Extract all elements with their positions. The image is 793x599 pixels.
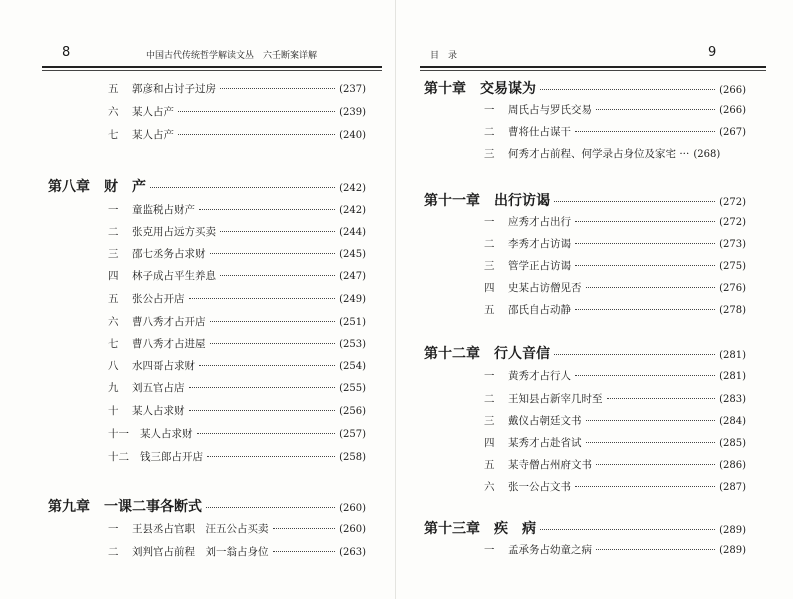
entry-title: 某秀才占赴省试: [508, 437, 582, 449]
entry-number: 一: [108, 523, 119, 535]
dot-leader: [273, 528, 336, 529]
entry-title: 邵七丞务占求财: [132, 248, 206, 260]
entry-number: 十一: [108, 428, 129, 440]
entry-number: 三: [484, 260, 495, 272]
page-ref: (263): [339, 547, 366, 558]
entry-title: 某人占求财: [140, 428, 193, 440]
dot-leader: [178, 111, 335, 112]
page-ref: (266): [719, 105, 746, 116]
page-ref: (289): [719, 545, 746, 556]
entry-title: 某人占求财: [132, 405, 185, 417]
chapter-title: 交易谋为: [480, 81, 536, 97]
dot-leader: [189, 410, 336, 411]
page-ref: (278): [719, 305, 746, 316]
dot-leader: [220, 88, 335, 89]
page-ref: (260): [339, 524, 366, 535]
toc-entry[interactable]: [484, 542, 746, 557]
toc-entry[interactable]: [108, 81, 366, 96]
toc-entry[interactable]: [484, 280, 746, 295]
page-ref: (272): [719, 197, 746, 208]
chapter-number: 第九章: [48, 499, 90, 515]
dot-leader: [199, 365, 335, 366]
entry-title: 王知县占新宰几时至: [508, 393, 603, 405]
page-ref: (289): [719, 525, 746, 536]
toc-entry[interactable]: [484, 391, 746, 406]
entry-title: 张克用占远方买卖: [132, 226, 216, 238]
entry-number: 一: [484, 216, 495, 228]
toc-entry[interactable]: [484, 413, 746, 428]
entry-number: 十: [108, 405, 119, 417]
entry-number: 六: [484, 481, 495, 493]
entry-number: 三: [108, 248, 119, 260]
page-ref: (267): [719, 127, 746, 138]
dot-leader: [575, 243, 715, 244]
entry-number: 六: [108, 316, 119, 328]
toc-entry[interactable]: [108, 291, 366, 306]
entry-number: 一: [484, 370, 495, 382]
entry-number: 一: [484, 104, 495, 116]
dot-leader: [586, 287, 716, 288]
entry-number: 五: [484, 304, 495, 316]
page-ref: (268): [693, 149, 721, 160]
entry-number: 二: [484, 238, 495, 250]
chapter-number: 第十一章: [424, 193, 480, 209]
toc-entry[interactable]: [108, 314, 366, 329]
page-ref: (249): [339, 294, 366, 305]
right-page: [396, 0, 793, 599]
chapter-heading[interactable]: [424, 190, 746, 210]
page-ref: (281): [719, 371, 746, 382]
entry-title: 张公占开店: [132, 293, 185, 305]
dot-leader: [596, 549, 715, 550]
chapter-heading[interactable]: [48, 496, 366, 516]
dot-leader: [596, 109, 715, 110]
entry-title: 刘五官占店: [132, 382, 185, 394]
page-ref: (242): [339, 205, 366, 216]
entry-number: 一: [108, 204, 119, 216]
entry-number: 一: [484, 544, 495, 556]
entry-title: 史某占访僧见否: [508, 282, 582, 294]
toc-entry[interactable]: [108, 521, 366, 536]
dot-leader: [596, 464, 715, 465]
chapter-heading[interactable]: [424, 78, 746, 98]
entry-number: 二: [108, 546, 119, 558]
dot-leader: [586, 442, 716, 443]
entry-number: 六: [108, 106, 119, 118]
header-rule-thin: [420, 70, 766, 71]
entry-title: 李秀才占访谒: [508, 238, 571, 250]
header-rule: [42, 66, 382, 68]
dot-leader: [554, 354, 715, 355]
page-ref: (273): [719, 239, 746, 250]
toc-entry[interactable]: [108, 202, 366, 217]
toc-entry[interactable]: [108, 127, 366, 142]
header-rule-thin: [42, 70, 382, 71]
entry-title: 水四哥占求财: [132, 360, 195, 372]
entry-title: 郭彦和占讨子过房: [132, 83, 216, 95]
dot-leader: [607, 398, 716, 399]
page-ref: (258): [339, 452, 366, 463]
entry-number: 四: [108, 270, 119, 282]
dot-leader: [575, 486, 715, 487]
entry-title: 应秀才占出行: [508, 216, 571, 228]
page-ref: (257): [339, 429, 366, 440]
entry-number: 三: [484, 148, 495, 160]
toc-entry[interactable]: [108, 358, 366, 373]
page-ref: (242): [339, 183, 366, 194]
dot-leader: [575, 131, 715, 132]
page-ref: (272): [719, 217, 746, 228]
entry-title: 钱三郎占开店: [140, 451, 203, 463]
dot-leader: [207, 456, 335, 457]
entry-number: 四: [484, 437, 495, 449]
entry-number: 二: [484, 393, 495, 405]
running-head: 目 录: [430, 51, 458, 61]
page-ref: (281): [719, 350, 746, 361]
chapter-title: 疾 病: [494, 521, 536, 537]
entry-number: 七: [108, 129, 119, 141]
dot-leader: [273, 551, 336, 552]
entry-title: 管学正占访谒: [508, 260, 571, 272]
page-ref: (255): [339, 383, 366, 394]
page-ref: (284): [719, 416, 746, 427]
chapter-number: 第十三章: [424, 521, 480, 537]
toc-entry[interactable]: [484, 214, 746, 229]
toc-entry[interactable]: [108, 224, 366, 239]
entry-title: 刘判官占前程 刘一翁占身位: [132, 546, 269, 558]
dot-leader: [210, 343, 336, 344]
dot-leader: [189, 387, 336, 388]
page-ref: (260): [339, 503, 366, 514]
entry-title: 童监税占财产: [132, 204, 195, 216]
page-ref: (266): [719, 85, 746, 96]
page-ref: (237): [339, 84, 366, 95]
entry-title: 曹将仕占谋干: [508, 126, 571, 138]
entry-title: 邵氏自占动静: [508, 304, 571, 316]
toc-entry[interactable]: [108, 104, 366, 119]
page-number: 8: [62, 45, 71, 60]
page-ref: (251): [339, 317, 366, 328]
entry-title: 何秀才占前程、何学录占身位及家宅 ···: [508, 148, 690, 160]
chapter-title: 财 产: [104, 179, 146, 195]
toc-entry[interactable]: [484, 368, 746, 383]
toc-entry[interactable]: [484, 124, 746, 139]
toc-entry[interactable]: [108, 380, 366, 395]
entry-title: 王县丞占官职 汪五公占买卖: [132, 523, 269, 535]
entry-title: 孟承务占幼童之病: [508, 544, 592, 556]
chapter-heading[interactable]: [424, 343, 746, 363]
entry-title: 林子成占平生养息: [132, 270, 216, 282]
chapter-number: 第八章: [48, 179, 90, 195]
left-page: [0, 0, 396, 599]
dot-leader: [575, 221, 715, 222]
entry-number: 五: [108, 293, 119, 305]
dot-leader: [189, 298, 336, 299]
page-ref: (247): [339, 271, 366, 282]
page-ref: (283): [719, 394, 746, 405]
page-ref: (276): [719, 283, 746, 294]
entry-number: 二: [484, 126, 495, 138]
dot-leader: [210, 321, 336, 322]
entry-number: 九: [108, 382, 119, 394]
dot-leader: [210, 253, 336, 254]
dot-leader: [206, 507, 335, 508]
toc-entry[interactable]: [484, 302, 746, 317]
entry-number: 七: [108, 338, 119, 350]
page-ref: (286): [719, 460, 746, 471]
dot-leader: [575, 265, 715, 266]
page-ref: (275): [719, 261, 746, 272]
entry-title: 某寺僧占州府文书: [508, 459, 592, 471]
page-ref: (244): [339, 227, 366, 238]
chapter-heading[interactable]: [48, 176, 366, 196]
dot-leader: [575, 375, 715, 376]
chapter-title: 行人音信: [494, 346, 550, 362]
entry-number: 四: [484, 282, 495, 294]
toc-entry[interactable]: [108, 246, 366, 261]
dot-leader: [220, 275, 335, 276]
toc-entry[interactable]: [108, 426, 366, 441]
entry-number: 五: [484, 459, 495, 471]
page-ref: (245): [339, 249, 366, 260]
toc-entry[interactable]: [484, 236, 746, 251]
entry-title: 某人占产: [132, 129, 174, 141]
dot-leader: [178, 134, 335, 135]
toc-entry[interactable]: [108, 403, 366, 418]
dot-leader: [554, 201, 715, 202]
toc-entry[interactable]: [484, 258, 746, 273]
page-number: 9: [708, 45, 717, 60]
entry-title: 周氏占与罗氏交易: [508, 104, 592, 116]
chapter-number: 第十二章: [424, 346, 480, 362]
header-rule: [420, 66, 766, 68]
entry-title: 黄秀才占行人: [508, 370, 571, 382]
dot-leader: [586, 420, 716, 421]
dot-leader: [220, 231, 335, 232]
page-ref: (239): [339, 107, 366, 118]
page-ref: (285): [719, 438, 746, 449]
toc-entry[interactable]: [484, 102, 746, 117]
chapter-title: 出行访谒: [494, 193, 550, 209]
entry-title: 曹八秀才占开店: [132, 316, 206, 328]
toc-entry[interactable]: [108, 268, 366, 283]
chapter-title: 一课二事各断式: [104, 499, 202, 515]
entry-title: 张一公占文书: [508, 481, 571, 493]
entry-number: 五: [108, 83, 119, 95]
toc-entry[interactable]: [108, 449, 366, 464]
dot-leader: [540, 89, 715, 90]
page-ref: (254): [339, 361, 366, 372]
page-ref: (256): [339, 406, 366, 417]
dot-leader: [575, 309, 715, 310]
toc-entry[interactable]: [484, 479, 746, 494]
page-ref: (253): [339, 339, 366, 350]
entry-title: 曹八秀才占进屋: [132, 338, 206, 350]
toc-entry[interactable]: [484, 457, 746, 472]
page-ref: (240): [339, 130, 366, 141]
chapter-number: 第十章: [424, 81, 466, 97]
dot-leader: [199, 209, 335, 210]
toc-entry[interactable]: [484, 146, 746, 161]
entry-number: 二: [108, 226, 119, 238]
toc-entry[interactable]: [108, 336, 366, 351]
entry-title: 戴仪占朝廷文书: [508, 415, 582, 427]
dot-leader: [150, 187, 335, 188]
toc-entry[interactable]: [484, 435, 746, 450]
entry-number: 三: [484, 415, 495, 427]
dot-leader: [197, 433, 336, 434]
page-ref: (287): [719, 482, 746, 493]
entry-number: 八: [108, 360, 119, 372]
entry-number: 十二: [108, 451, 129, 463]
entry-title: 某人占产: [132, 106, 174, 118]
toc-entry[interactable]: [108, 544, 366, 559]
chapter-heading[interactable]: [424, 518, 746, 538]
running-head: 中国古代传统哲学解读文丛 六壬断案详解: [146, 51, 318, 61]
dot-leader: [540, 529, 715, 530]
